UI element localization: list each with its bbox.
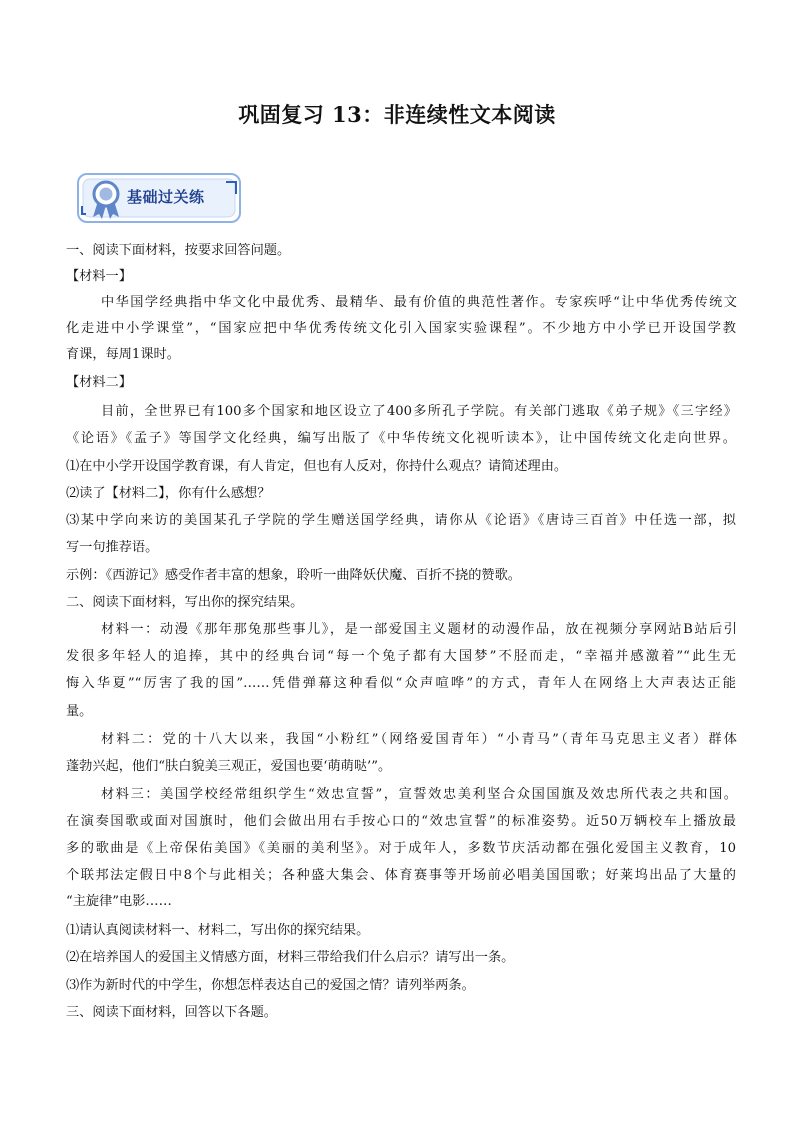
text-line: 个联邦法定假日中8个与此相关；各种盛大集会、体育赛事等开场前必唱美国国歌；好莱坞出品了大量的 [66,868,736,883]
text-line: 三、阅读下面材料，回答以下各题。 [66,1005,277,1020]
text-line: 在演奏国歌或面对国旗时，他们会做出用右手按心口的“效忠宣誓”的标准姿势。近50万辆校车上播放最 [66,814,736,829]
text-line: 育课，每周1课时。 [66,347,180,362]
text-line: 目前，全世界已有100多个国家和地区设立了400多所孔子学院。有关部门逃取《弟子规》《三字经》 [101,404,737,419]
text-line: 二、阅读下面材料，写出你的探究结果。 [66,595,304,610]
text-line: 【材料一】 [66,269,132,284]
text-line: 材料二：党的十八大以来，我国“小粉红”（网络爱国青年）“小青马”（青年马克思主义者）群体 [101,732,737,747]
text-line: 化走进中小学课堂”，“国家应把中华优秀传统文化引入国家实验课程”。不少地方中小学已开设国学教 [66,321,736,336]
text-line: ⑶作为新时代的中学生，你想怎样表达自己的爱国之情？请列举两条。 [66,978,475,993]
badge-label: 基础过关练 [127,188,205,206]
text-line: 示例：《西游记》感受作者丰富的想象，聆听一曲降妖伏魔、百折不挠的赞歌。 [66,568,521,583]
text-line: 写一句推荐语。 [66,540,159,555]
text-line: 材料一：动漫《那年那兔那些事儿》，是一部爱国主义题材的动漫作品，放在视频分享网站B站后引 [101,622,737,637]
text-line: 中华国学经典指中华文化中最优秀、最精华、最有价值的典范性著作。专家疾呼“让中华优秀传统文 [101,295,737,310]
document-title: 巩固复习 13：非连续性文本阅读 [238,102,556,127]
text-line: ⑵在培养国人的爱国主义情感方面，材料三带给我们什么启示？请写出一条。 [66,950,515,965]
award-ribbon-icon [86,177,126,221]
text-line: 【材料二】 [66,375,132,390]
section-badge [76,172,244,226]
text-line: 材料三：美国学校经常组织学生“效忠宣誓”，宣誓效忠美利坚合众国国旗及效忠所代表之共和国。 [101,787,737,802]
text-line: 发很多年轻人的追捧，其中的经典台词“每一个兔子都有大国梦”不胫而走，“幸福并感激着”“此生无 [66,649,736,664]
text-line: “主旋律”电影…… [66,894,172,909]
text-line: ⑴请认真阅读材料一、材料二，写出你的探究结果。 [66,923,370,938]
text-line: ⑴在中小学开设国学教育课，有人肯定，但也有人反对，你持什么观点？请简述理由。 [66,459,568,474]
text-line: 多的歌曲是《上帝保佑美国》《美丽的美利坚》。对于成年人，多数节庆活动都在强化爱国主义教育，10 [66,841,736,856]
text-line: 悔入华夏”“厉害了我的国”……凭借弹幕这种看似“众声喧哗”的方式，青年人在网络上大声表达正能 [66,676,736,691]
text-line: 一、阅读下面材料，按要求回答问题。 [66,243,291,258]
text-line: 蓬勃兴起，他们“肤白貌美三观正，爱国也要‘萌萌哒’”。 [66,759,392,774]
text-line: ⑶某中学向来访的美国某孔子学院的学生赠送国学经典，请你从《论语》《唐诗三百首》中任选一部，拟 [66,513,736,528]
text-line: ⑵读了【材料二】，你有什么感想？ [66,486,271,501]
text-line: 《论语》《孟子》等国学文化经典，编写出版了《中华传统文化视听读本》，让中国传统文化走向世界。 [66,431,736,446]
text-line: 量。 [66,704,93,719]
